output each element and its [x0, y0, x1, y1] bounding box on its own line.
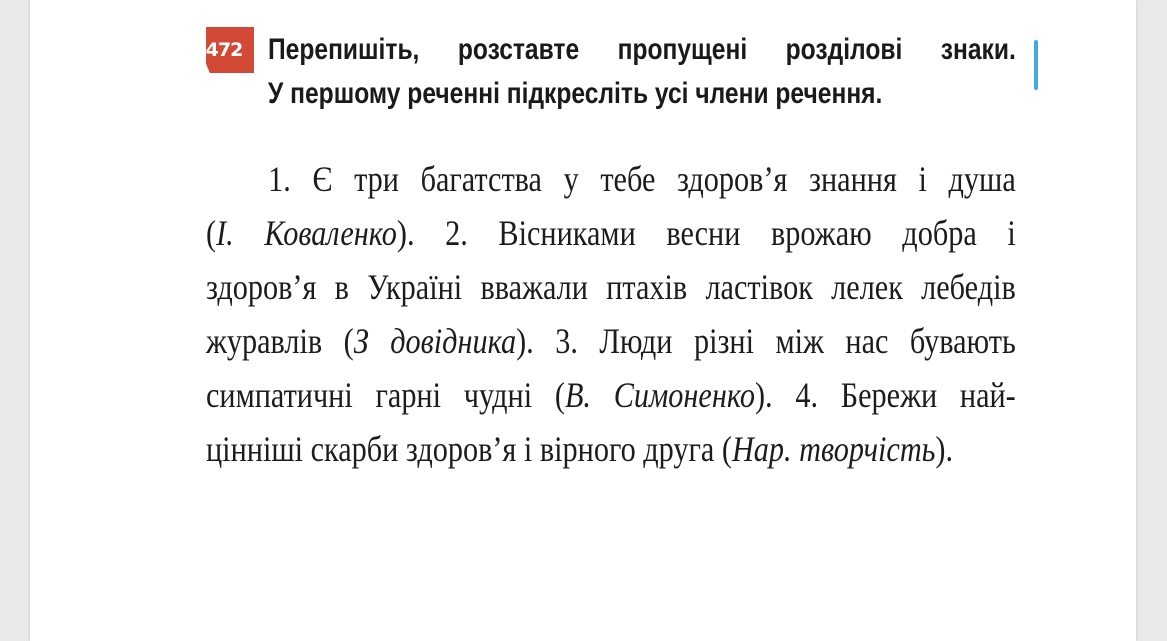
source-citation: І. Коваленко — [216, 213, 397, 253]
text-segment: симпатичні гарні чудні ( — [206, 375, 565, 415]
text-segment: журавлів ( — [206, 321, 354, 361]
exercise-number: 472 — [205, 39, 243, 61]
page-edge-marker — [1034, 40, 1038, 90]
exercise-instructions — [268, 28, 1016, 116]
text-line — [206, 260, 1016, 314]
text-segment: цінніші скарби здоров’я і вірного друга ( — [206, 429, 732, 469]
text-segment: ). 4. Бережи най- — [754, 375, 1016, 415]
text-segment: ). 2. Вісниками весни врожаю добра і — [396, 213, 1016, 253]
source-citation: Нар. творчість — [731, 429, 936, 469]
source-citation: В. Симоненко — [564, 375, 755, 415]
text-segment: ). 3. Люди різні між нас бувають — [516, 321, 1016, 361]
text-line — [206, 368, 1016, 422]
source-citation: З довідника — [353, 321, 517, 361]
text-line — [206, 206, 1016, 260]
text-line — [206, 422, 1016, 476]
instruction-line-2: У першому реченні підкресліть усі члени речення. — [268, 77, 883, 110]
text-segment: ). — [935, 429, 954, 469]
text-segment: 1. Є три багатства у тебе здоров’я знання і душа — [268, 159, 1016, 199]
text-segment: здоров’я в Україні вважали птахів ластівок лелек лебедів — [206, 267, 1016, 307]
text-line — [206, 152, 1016, 206]
text-segment: ( — [206, 213, 217, 253]
text-line — [206, 314, 1016, 368]
instruction-line-1: Перепишіть, розставте пропущені розділові знаки. — [268, 33, 1016, 66]
exercise-text — [206, 152, 1016, 476]
